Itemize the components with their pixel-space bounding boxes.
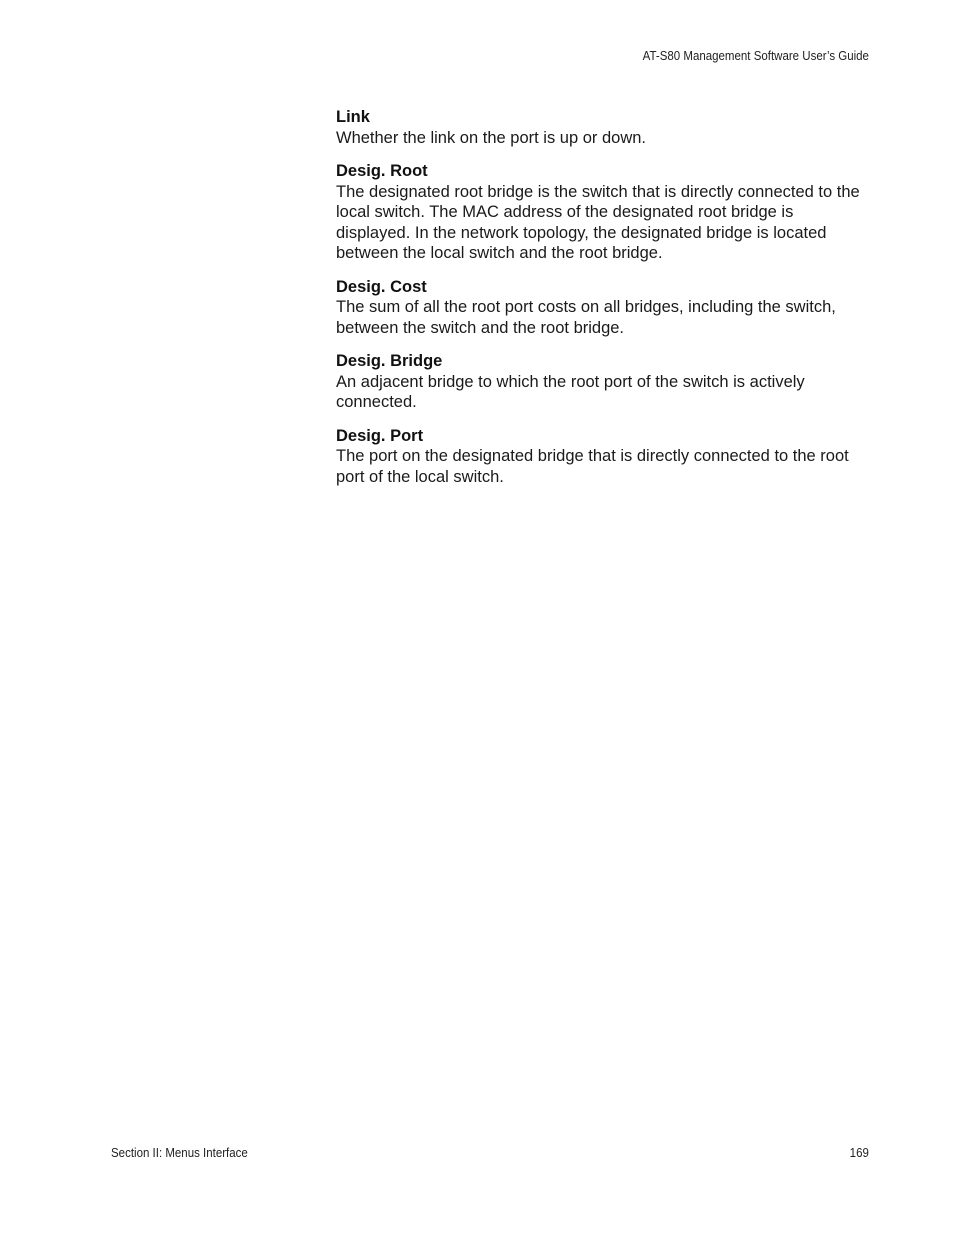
definition-list [336,107,871,500]
term-title: Desig. Cost [336,277,427,296]
footer-section: Section II: Menus Interface [111,1146,248,1160]
term-description: Whether the link on the port is up or down. [336,128,647,147]
definition-desig-bridge [336,351,871,413]
definition-desig-root [336,161,871,264]
running-header: AT-S80 Management Software User’s Guide [642,49,869,63]
term-title: Desig. Port [336,426,424,445]
term-title: Desig. Bridge [336,352,443,370]
term-description: The sum of all the root port costs on all bridges, including the switch, between the switch and the root bridge. [336,298,836,337]
term-description: An adjacent bridge to which the root port of the switch is actively connected. [336,372,805,411]
term-title: Link [336,108,370,126]
definition-desig-cost [336,277,871,339]
term-description: The designated root bridge is the switch that is directly connected to the local switch. The MAC address of the designated root bridge is displayed. In the network topology, the designated bridge is located between the local switch and the root bridge. [336,182,860,262]
term-title: Desig. Root [336,162,428,180]
definition-desig-port [336,426,871,488]
definition-link [336,107,871,148]
term-description: The port on the designated bridge that is directly connected to the root port of the local switch. [336,447,849,486]
page-number: 169 [849,1146,869,1160]
